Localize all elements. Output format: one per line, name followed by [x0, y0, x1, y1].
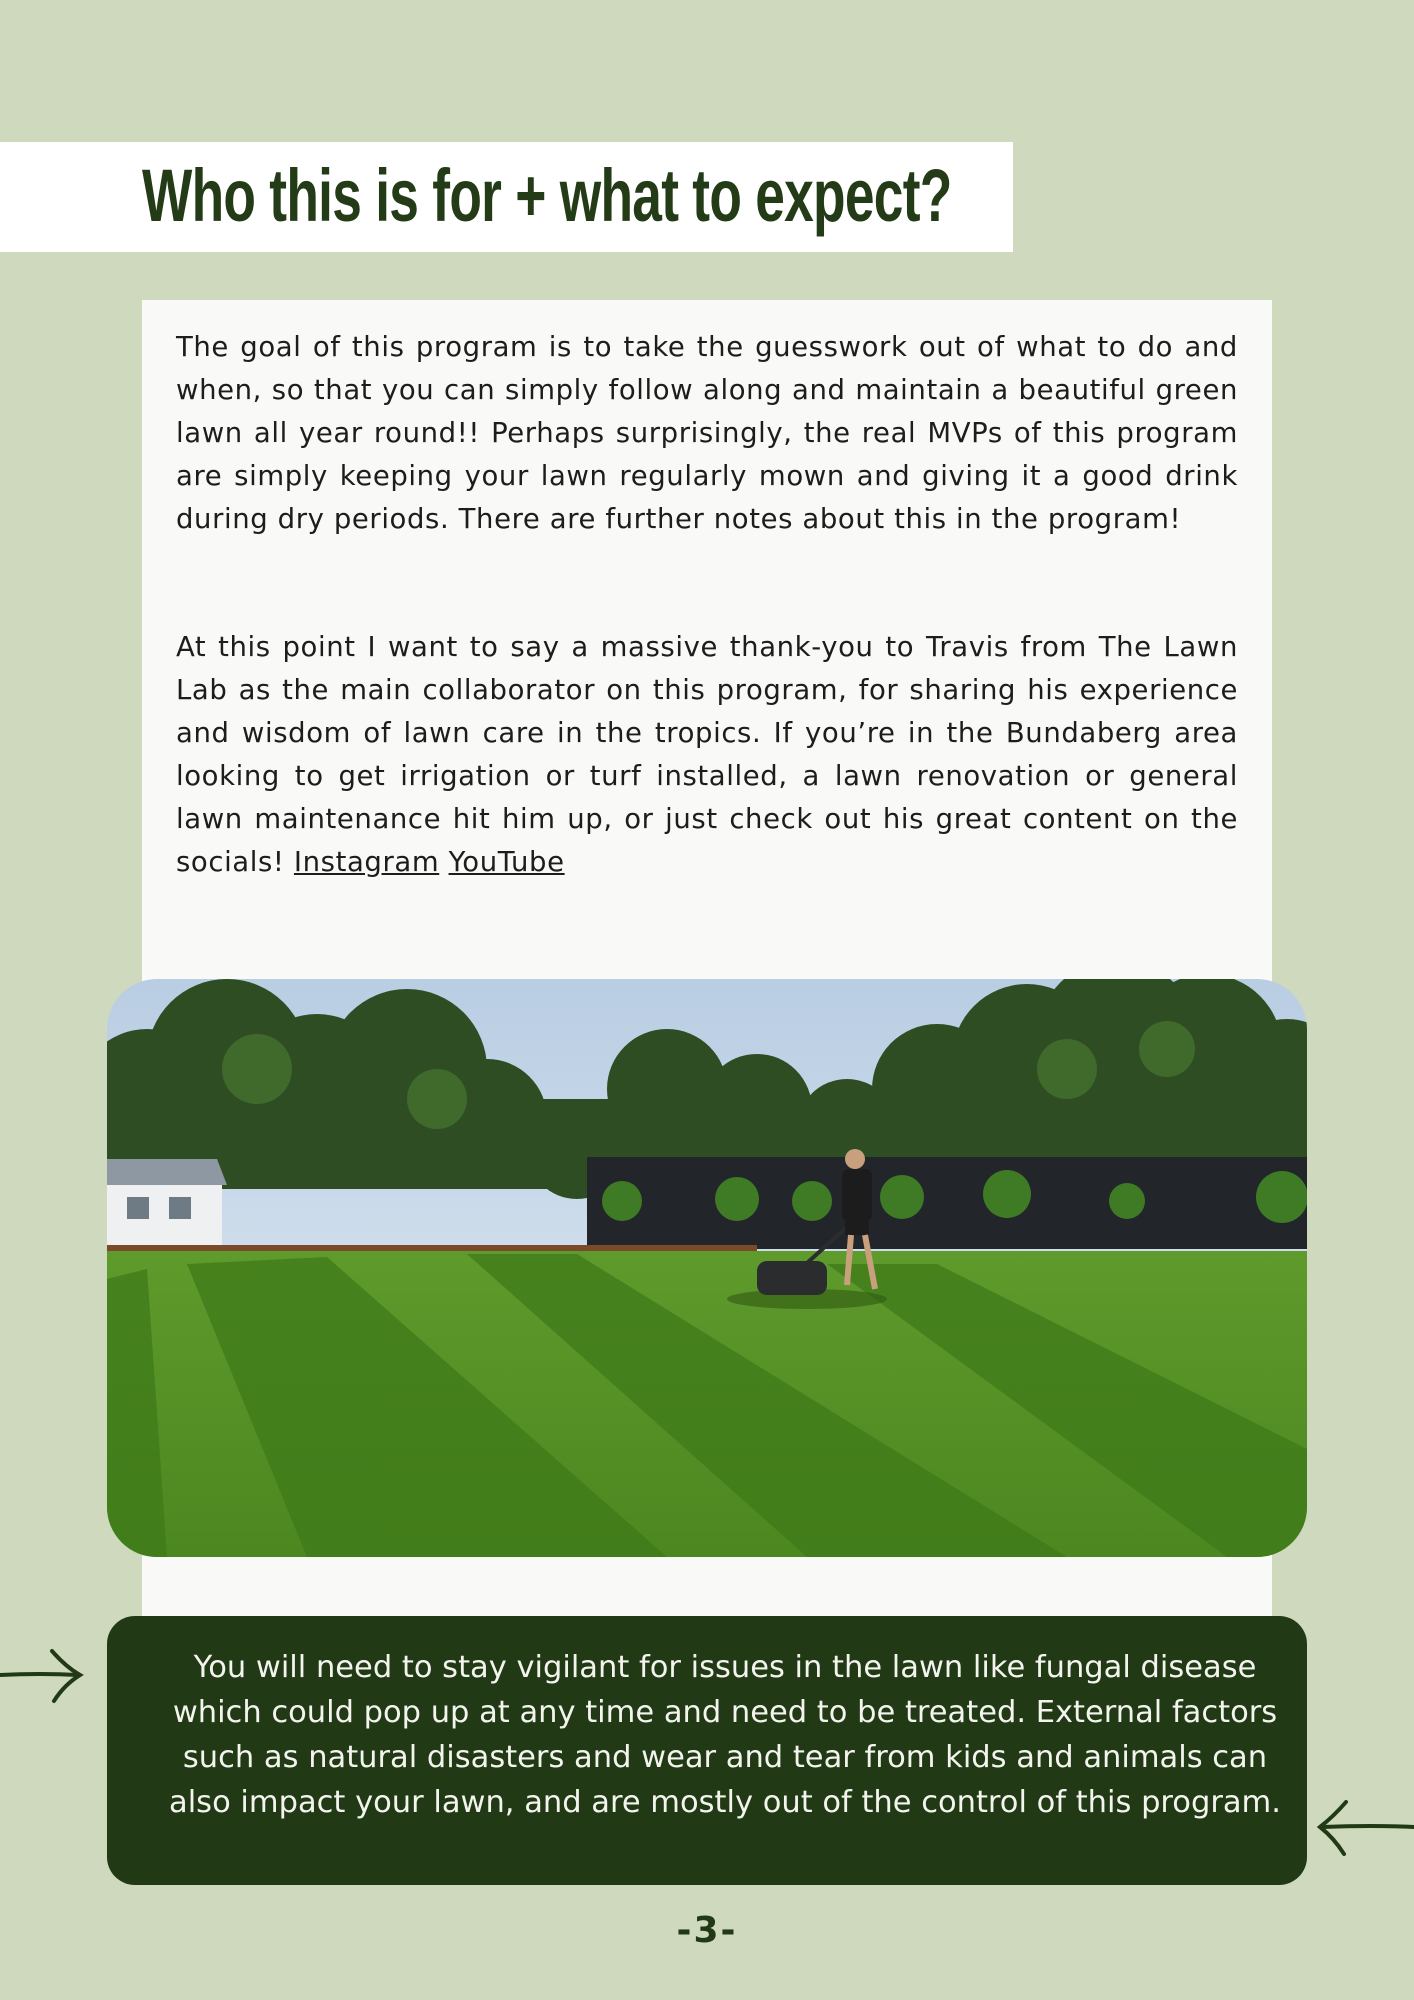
page-number: -3-: [676, 1910, 738, 1951]
intro-paragraph: The goal of this program is to take the guesswork out of what to do and when, so that you can simply follow along and maintain a beautiful green lawn all year round!! Perhaps surprisingly, the real MVPs of this program are simply keeping your lawn regularly mown and giving it a good drink during dry periods. There are further notes about this in the program!: [176, 331, 1238, 535]
callout-text: You will need to stay vigilant for issues in the lawn like fungal disease which could pop up at any time and need to be treated. External factors such as natural disasters and wear and tear from kids and animals can also impact your lawn, and are mostly out of the control of this program.: [169, 1650, 1281, 1820]
youtube-link[interactable]: YouTube: [448, 846, 565, 878]
lawn-mowing-photo: [107, 979, 1307, 1557]
instagram-link[interactable]: Instagram: [293, 846, 440, 878]
lawn-photo-illustration: [107, 979, 1307, 1557]
thanks-text: At this point I want to say a massive thank-you to Travis from The Lawn Lab as the main collaborator on this program, for sharing his experience and wisdom of lawn care in the tropics. If you’re in the Bundaberg area looking to get irrigation or turf installed, a lawn renovation or general lawn maintenance hit him up, or just check out his great content on the socials!: [176, 631, 1238, 878]
arrow-right-icon: [0, 1645, 84, 1705]
garden-shed: [107, 1159, 227, 1247]
page-title: Who this is for + what to expect?: [142, 154, 952, 237]
thanks-paragraph: [176, 626, 1238, 884]
arrow-left-icon: [1316, 1796, 1414, 1858]
fence: [587, 1157, 1307, 1249]
